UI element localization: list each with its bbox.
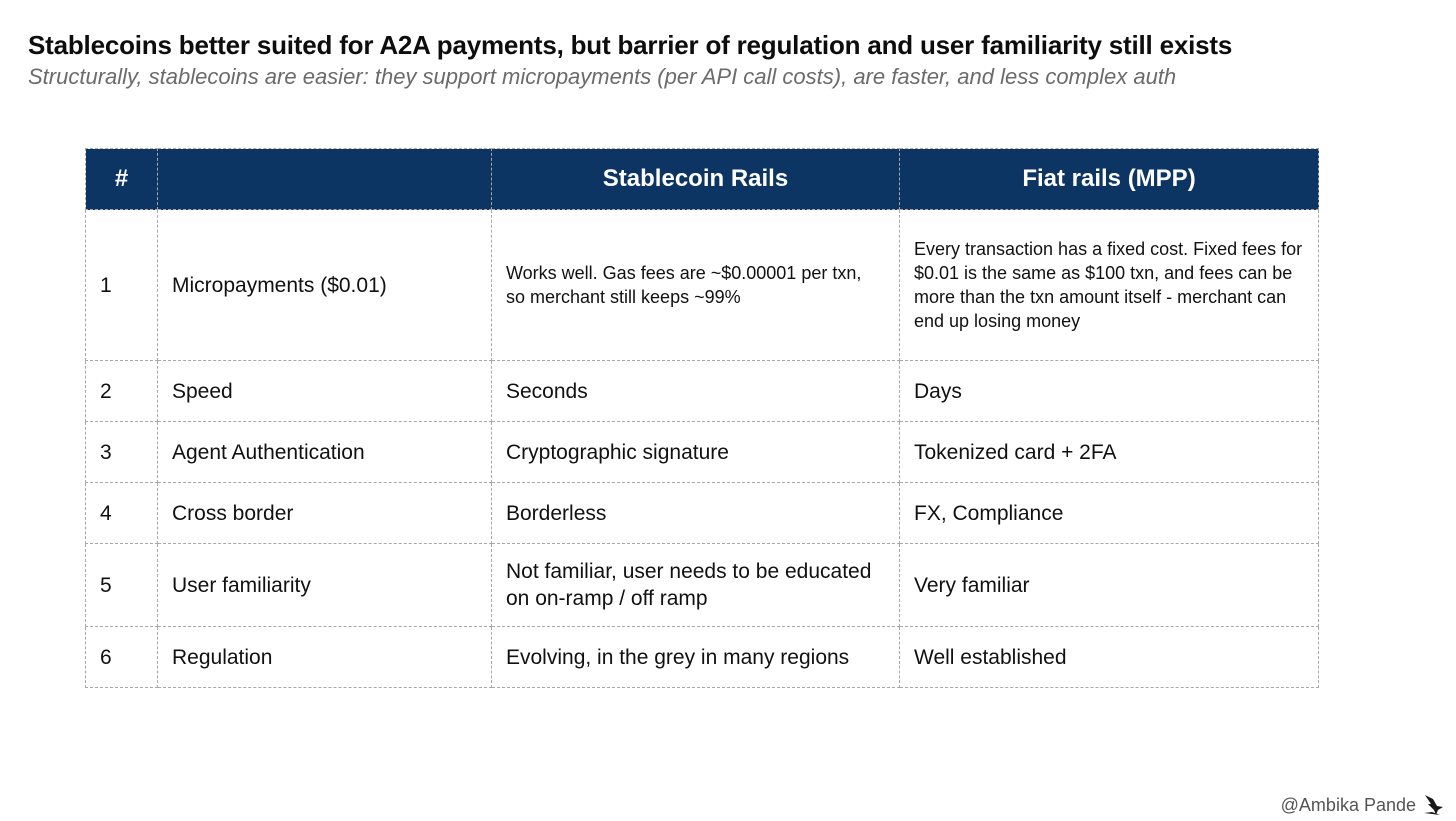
row-number: 4 [86, 483, 158, 544]
bird-icon [1422, 793, 1444, 817]
row-number: 6 [86, 627, 158, 688]
row-fiat: Very familiar [900, 544, 1319, 627]
row-fiat: FX, Compliance [900, 483, 1319, 544]
page-title: Stablecoins better suited for A2A payments, but barrier of regulation and user familiarity still exists [28, 30, 1233, 60]
row-stablecoin: Evolving, in the grey in many regions [492, 627, 900, 688]
author-credit [1281, 793, 1444, 817]
comparison-table [85, 148, 1319, 688]
row-fiat: Tokenized card + 2FA [900, 422, 1319, 483]
table-row [86, 483, 1319, 544]
author-name: @Ambika Pande [1280, 794, 1416, 815]
column-header-feature [158, 149, 492, 210]
table-header-row [86, 149, 1319, 210]
row-stablecoin: Not familiar, user needs to be educated on on-ramp / off ramp [492, 544, 900, 627]
column-header-number: # [86, 149, 158, 210]
table-row [86, 627, 1319, 688]
row-feature: Regulation [158, 627, 492, 688]
row-number: 2 [86, 361, 158, 422]
row-stablecoin: Works well. Gas fees are ~$0.00001 per txn, so merchant still keeps ~99% [492, 210, 900, 361]
row-number: 3 [86, 422, 158, 483]
page-subtitle: Structurally, stablecoins are easier: they support micropayments (per API call costs), are faster, and less complex auth [28, 64, 1177, 89]
table-row [86, 422, 1319, 483]
row-stablecoin: Cryptographic signature [492, 422, 900, 483]
row-feature: User familiarity [158, 544, 492, 627]
row-feature: Agent Authentication [158, 422, 492, 483]
table-row [86, 544, 1319, 627]
row-number: 1 [86, 210, 158, 361]
column-header-fiat: Fiat rails (MPP) [900, 149, 1319, 210]
row-feature: Speed [158, 361, 492, 422]
row-fiat: Days [900, 361, 1319, 422]
row-stablecoin: Seconds [492, 361, 900, 422]
row-stablecoin: Borderless [492, 483, 900, 544]
row-feature: Micropayments ($0.01) [158, 210, 492, 361]
row-fiat: Well established [900, 627, 1319, 688]
column-header-stablecoin: Stablecoin Rails [492, 149, 900, 210]
row-number: 5 [86, 544, 158, 627]
row-feature: Cross border [158, 483, 492, 544]
table-row [86, 361, 1319, 422]
row-fiat: Every transaction has a fixed cost. Fixed fees for $0.01 is the same as $100 txn, and fees can be more than the txn amount itself - merchant can end up losing money [900, 210, 1319, 361]
table-row [86, 210, 1319, 361]
